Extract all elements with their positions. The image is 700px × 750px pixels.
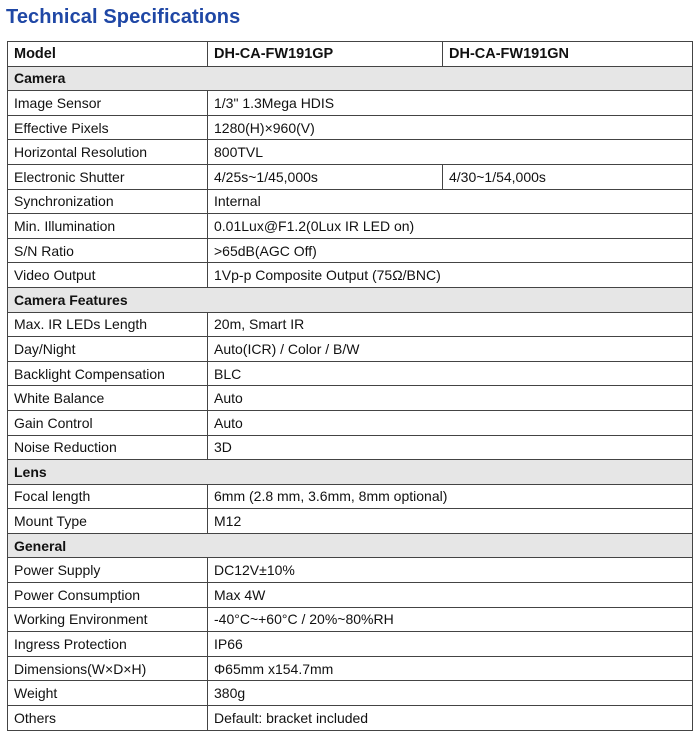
spec-row — [8, 656, 693, 681]
spec-label: S/N Ratio — [8, 238, 208, 263]
spec-label: Effective Pixels — [8, 115, 208, 140]
spec-row — [8, 312, 693, 337]
spec-row — [8, 435, 693, 460]
spec-value: IP66 — [208, 632, 693, 657]
spec-label: Focal length — [8, 484, 208, 509]
spec-row — [8, 681, 693, 706]
header-row — [8, 42, 693, 67]
spec-row — [8, 140, 693, 165]
section-title: Camera — [8, 66, 693, 91]
spec-value: Max 4W — [208, 583, 693, 608]
section-title: Camera Features — [8, 287, 693, 312]
spec-label: Min. Illumination — [8, 214, 208, 239]
spec-row — [8, 632, 693, 657]
spec-label: Day/Night — [8, 337, 208, 362]
spec-label: Max. IR LEDs Length — [8, 312, 208, 337]
spec-value: 1280(H)×960(V) — [208, 115, 693, 140]
spec-value: 6mm (2.8 mm, 3.6mm, 8mm optional) — [208, 484, 693, 509]
spec-row — [8, 386, 693, 411]
spec-label: Synchronization — [8, 189, 208, 214]
spec-label: Others — [8, 706, 208, 731]
spec-value: 1Vp-p Composite Output (75Ω/BNC) — [208, 263, 693, 288]
spec-value: Auto — [208, 386, 693, 411]
spec-value: Auto(ICR) / Color / B/W — [208, 337, 693, 362]
section-row — [8, 287, 693, 312]
spec-value: 4/25s~1/45,000s — [208, 164, 443, 189]
spec-label: Ingress Protection — [8, 632, 208, 657]
spec-row — [8, 115, 693, 140]
spec-row — [8, 410, 693, 435]
section-row — [8, 66, 693, 91]
spec-value: 20m, Smart IR — [208, 312, 693, 337]
spec-row — [8, 164, 693, 189]
spec-value-model-b: 4/30~1/54,000s — [443, 164, 693, 189]
spec-value: 3D — [208, 435, 693, 460]
section-title: General — [8, 533, 693, 558]
section-row — [8, 533, 693, 558]
spec-value: Φ65mm x154.7mm — [208, 656, 693, 681]
spec-label: Mount Type — [8, 509, 208, 534]
spec-label: White Balance — [8, 386, 208, 411]
spec-label: Image Sensor — [8, 91, 208, 116]
spec-label: Electronic Shutter — [8, 164, 208, 189]
spec-value: BLC — [208, 361, 693, 386]
spec-value: 1/3" 1.3Mega HDIS — [208, 91, 693, 116]
section-title: Lens — [8, 460, 693, 485]
spec-table-body — [8, 42, 693, 731]
spec-row — [8, 214, 693, 239]
spec-row — [8, 509, 693, 534]
spec-value: Default: bracket included — [208, 706, 693, 731]
spec-label: Weight — [8, 681, 208, 706]
spec-row — [8, 263, 693, 288]
spec-value: 800TVL — [208, 140, 693, 165]
header-label: Model — [8, 42, 208, 67]
spec-value: 380g — [208, 681, 693, 706]
spec-label: Working Environment — [8, 607, 208, 632]
spec-label: Video Output — [8, 263, 208, 288]
spec-row — [8, 337, 693, 362]
spec-value: -40°C~+60°C / 20%~80%RH — [208, 607, 693, 632]
spec-row — [8, 706, 693, 731]
spec-value: DC12V±10% — [208, 558, 693, 583]
spec-table — [7, 41, 693, 731]
spec-value: Internal — [208, 189, 693, 214]
spec-row — [8, 361, 693, 386]
spec-label: Horizontal Resolution — [8, 140, 208, 165]
spec-row — [8, 607, 693, 632]
spec-row — [8, 238, 693, 263]
spec-row — [8, 558, 693, 583]
section-row — [8, 460, 693, 485]
spec-label: Gain Control — [8, 410, 208, 435]
spec-label: Noise Reduction — [8, 435, 208, 460]
spec-label: Power Consumption — [8, 583, 208, 608]
spec-row — [8, 91, 693, 116]
spec-value: >65dB(AGC Off) — [208, 238, 693, 263]
model-a-header: DH-CA-FW191GP — [208, 42, 443, 67]
spec-label: Dimensions(W×D×H) — [8, 656, 208, 681]
page-title: Technical Specifications — [6, 6, 241, 28]
spec-value: M12 — [208, 509, 693, 534]
spec-row — [8, 583, 693, 608]
spec-value: Auto — [208, 410, 693, 435]
spec-label: Power Supply — [8, 558, 208, 583]
spec-label: Backlight Compensation — [8, 361, 208, 386]
spec-value: 0.01Lux@F1.2(0Lux IR LED on) — [208, 214, 693, 239]
spec-row — [8, 189, 693, 214]
model-b-header: DH-CA-FW191GN — [443, 42, 693, 67]
spec-row — [8, 484, 693, 509]
